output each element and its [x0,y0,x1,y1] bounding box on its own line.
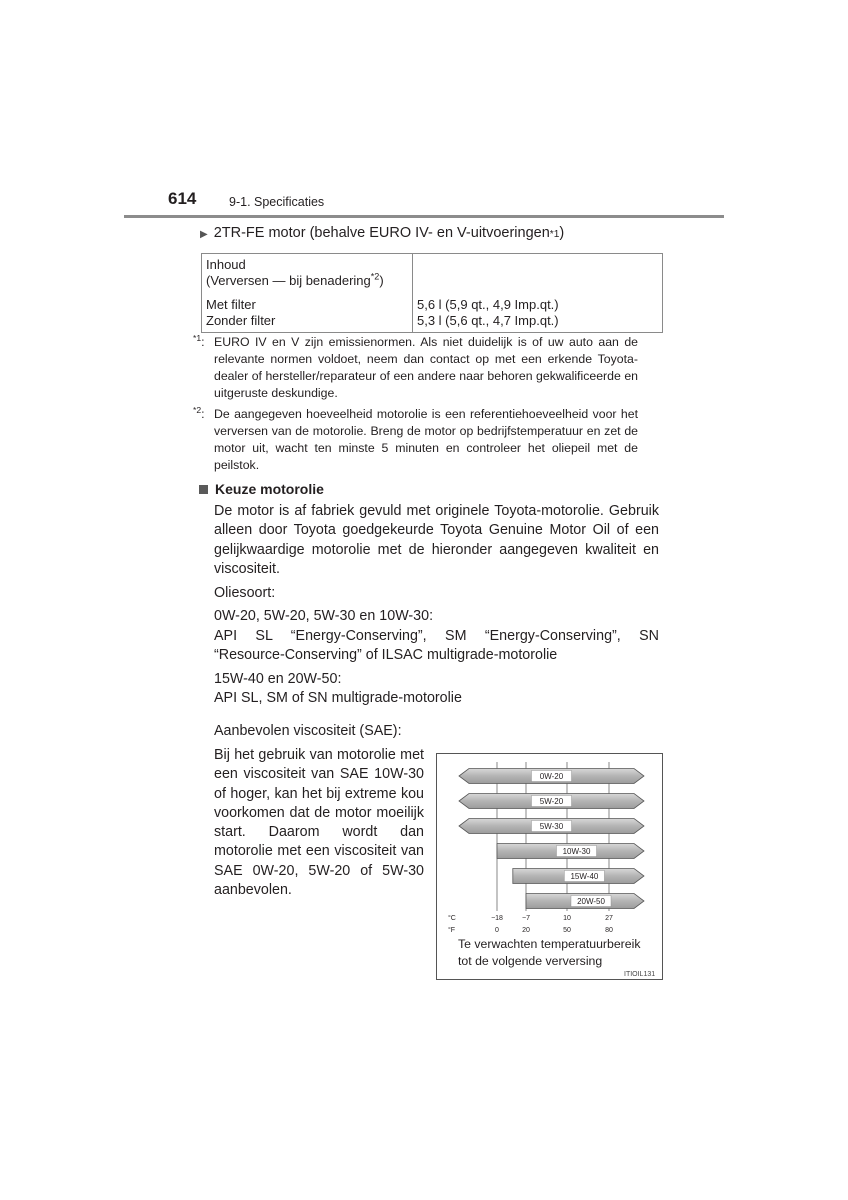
footnote-1-text: EURO IV en V zijn emissienormen. Als niet duidelijk is of uw auto aan de relevante normen voldoet, neem dan contact op met een erkende Toyota-dealer of hersteller/reparateur of een andere naar behoren gekwalificeerde en uitgeruste deskundige. [214,335,638,400]
tick-label-f: 20 [522,927,530,934]
tick-label-c: 10 [563,915,571,922]
footnote-2-marker: $^{*2}$: [193,404,205,421]
viscosity-text: Bij het gebruik van motorolie met een viscositeit van SAE 10W-30 of hoger, kan het bij extreme kou voorkomen dat de motor moeilijk start. Daarom wordt dan motorolie met een viscositeit van SAE 0W-20, 5W-20 of 5W-30 aanbevolen. [214,747,424,899]
capacity-label-line2 [206,273,408,289]
bar-label: 10W-30 [562,847,591,856]
header-rule [124,215,724,218]
capacity-table [201,253,663,333]
unit-fahrenheit-label: °F [448,927,456,934]
tick-label-c: −18 [491,915,503,922]
triangle-bullet-icon: ▶ [200,229,208,240]
figure-caption-line1: Te verwachten temperatuurbereik [458,937,641,951]
motor-heading-close: ) [559,225,565,241]
bar-label: 20W-50 [577,897,605,906]
group2-grades: 15W-40 en 20W-50: [214,671,342,687]
viscosity-label: Aanbevolen viscositeit (SAE): [214,723,402,739]
tick-label-f: 80 [605,927,613,934]
tick-label-f: 50 [563,927,571,934]
group1-spec-line1: API SL “Energy-Conserving”, SM “Energy-Conserving”, SN [214,628,659,644]
section-title: 9-1. Specificaties [229,195,325,209]
capacity-label-mark: *2 [370,271,380,282]
row-label-with-filter: Met filter [206,297,256,312]
oil-choice-heading [199,481,324,497]
table-row [202,254,663,333]
tick-label-c: 27 [605,915,613,922]
footnote-2 [193,406,663,476]
unit-celsius-label: °C [448,915,456,922]
group2-spec: API SL, SM of SN multigrade-motorolie [214,690,462,706]
row-value-with-filter: 5,6 l (5,9 qt., 4,9 Imp.qt.) [417,297,559,312]
tick-label-c: −7 [522,915,530,922]
row-value-without-filter: 5,3 l (5,6 qt., 4,7 Imp.qt.) [417,313,559,328]
capacity-label-close: ) [379,273,384,288]
tick-label-f: 0 [495,927,499,934]
page-number: 614 [168,189,197,208]
motor-heading-text: 2TR-FE motor (behalve EURO IV- en V-uitvoeringen [213,225,550,241]
bar-label: 5W-20 [539,797,564,806]
oil-choice-intro: De motor is af fabriek gevuld met originele Toyota-motorolie. Gebruik alleen door Toyota goedgekeurde Toyota Genuine Motor Oil of een gelijkwaardige motorolie met de hieronder aangegeven kwaliteit en viscositeit. [214,503,659,577]
figure-id: ITIOIL131 [624,971,656,978]
bar-label: 5W-30 [539,822,564,831]
group1-grades: 0W-20, 5W-20, 5W-30 en 10W-30: [214,608,434,624]
capacity-label-text: (Verversen — bij benadering [206,273,371,288]
group1-spec-line2: “Resource-Conserving” of ILSAC multigrade-motorolie [214,647,558,663]
bar-label: 15W-40 [570,872,599,881]
footnote-1-marker: $^{*1}$: [193,332,205,349]
oil-type-label: Oliesoort: [214,585,276,601]
footnote-1 [193,334,663,404]
figure-caption [458,936,641,970]
capacity-label-line1: Inhoud [206,257,246,272]
footnote-2-text: De aangegeven hoeveelheid motorolie is een referentiehoeveelheid voor het verversen van de motorolie. Breng de motor op bedrijfstemperatuur en zet de motor uit, wacht ten minste 5 minuten en controleer het oliepeil met de peilstok. [214,407,638,472]
capacity-value-cell [413,254,663,333]
square-bullet-icon [199,485,208,494]
bar-label: 0W-20 [539,772,564,781]
row-label-without-filter: Zonder filter [206,313,276,328]
motor-heading: ▶ 2TR-FE motor (behalve EURO IV- en V-uitvoeringen *1 ) [200,225,565,241]
oil-choice-title: Keuze motorolie [215,481,324,497]
figure-caption-line2: tot de volgende verversing [458,954,603,968]
capacity-label-cell [202,254,413,333]
